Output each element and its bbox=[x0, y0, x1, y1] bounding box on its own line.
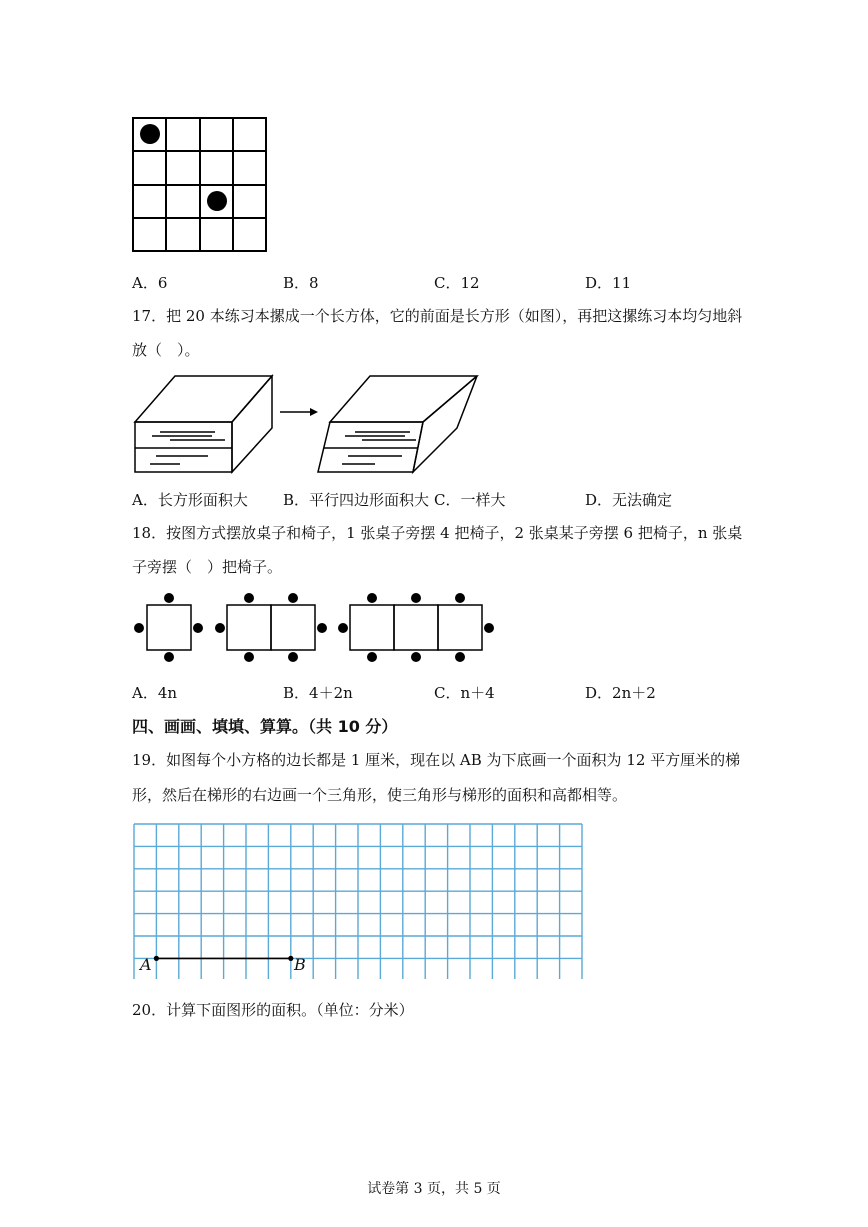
option-d[interactable]: D．11 bbox=[585, 274, 632, 292]
point-a-label: A bbox=[140, 955, 152, 974]
grid-dot bbox=[207, 191, 227, 211]
option-c[interactable]: C．n＋4 bbox=[434, 684, 495, 702]
grid-dot bbox=[140, 124, 160, 144]
chair-dot bbox=[215, 623, 225, 633]
chair-dot bbox=[164, 593, 174, 603]
chair-dot bbox=[367, 652, 377, 662]
chair-dot bbox=[338, 623, 348, 633]
chair-dot bbox=[367, 593, 377, 603]
point-b-label: B bbox=[294, 955, 306, 974]
q18-question-line2: 子旁摆（ ）把椅子。 bbox=[132, 558, 283, 576]
option-a[interactable]: A．长方形面积大 bbox=[132, 491, 248, 509]
q19-question-line2: 形，然后在梯形的右边画一个三角形，使三角形与梯形的面积和高都相等。 bbox=[132, 786, 628, 804]
chair-dot bbox=[164, 652, 174, 662]
chair-dot bbox=[244, 593, 254, 603]
q19-square-grid[interactable] bbox=[133, 823, 583, 979]
q20-question: 20．计算下面图形的面积。（单位：分米） bbox=[132, 1001, 414, 1019]
chair-dot bbox=[411, 652, 421, 662]
chair-dot bbox=[288, 652, 298, 662]
option-c[interactable]: C．一样大 bbox=[434, 491, 506, 509]
chair-dot bbox=[455, 652, 465, 662]
option-a[interactable]: A．6 bbox=[132, 274, 168, 292]
option-b[interactable]: B．平行四边形面积大 bbox=[283, 491, 430, 509]
point-b bbox=[288, 956, 293, 961]
option-c[interactable]: C．12 bbox=[434, 274, 480, 292]
chair-dot bbox=[193, 623, 203, 633]
q18-question-line1: 18．按图方式摆放桌子和椅子，1 张桌子旁摆 4 把椅子，2 张桌某子旁摆 6 把椅子，n 张桌 bbox=[132, 524, 743, 542]
option-b[interactable]: B．8 bbox=[283, 274, 319, 292]
section-heading: 四、画画、填填、算算。（共 10 分） bbox=[132, 717, 398, 736]
q17-books-figure bbox=[130, 372, 485, 477]
q18-tables-figure bbox=[130, 590, 500, 665]
option-b[interactable]: B．4＋2n bbox=[283, 684, 353, 702]
chair-dot bbox=[411, 593, 421, 603]
chair-dot bbox=[317, 623, 327, 633]
chair-dot bbox=[134, 623, 144, 633]
q19-question-line1: 19．如图每个小方格的边长都是 1 厘米，现在以 AB 为下底画一个面积为 12 平方厘米的梯 bbox=[132, 751, 741, 769]
option-a[interactable]: A．4n bbox=[132, 684, 178, 702]
chair-dot bbox=[244, 652, 254, 662]
chair-dot bbox=[288, 593, 298, 603]
chair-dot bbox=[455, 593, 465, 603]
q16-grid-figure bbox=[130, 115, 270, 255]
page-footer: 试卷第 3 页，共 5 页 bbox=[367, 1181, 501, 1197]
q17-question-line2: 放（ ）。 bbox=[132, 341, 200, 359]
option-d[interactable]: D．2n＋2 bbox=[585, 684, 656, 702]
option-d[interactable]: D．无法确定 bbox=[585, 491, 673, 509]
chair-dot bbox=[484, 623, 494, 633]
q19-grid-container bbox=[133, 823, 583, 979]
q17-question-line1: 17．把 20 本练习本摞成一个长方体，它的前面是长方形（如图），再把这摞练习本均匀地斜 bbox=[132, 307, 743, 325]
point-a bbox=[154, 956, 159, 961]
